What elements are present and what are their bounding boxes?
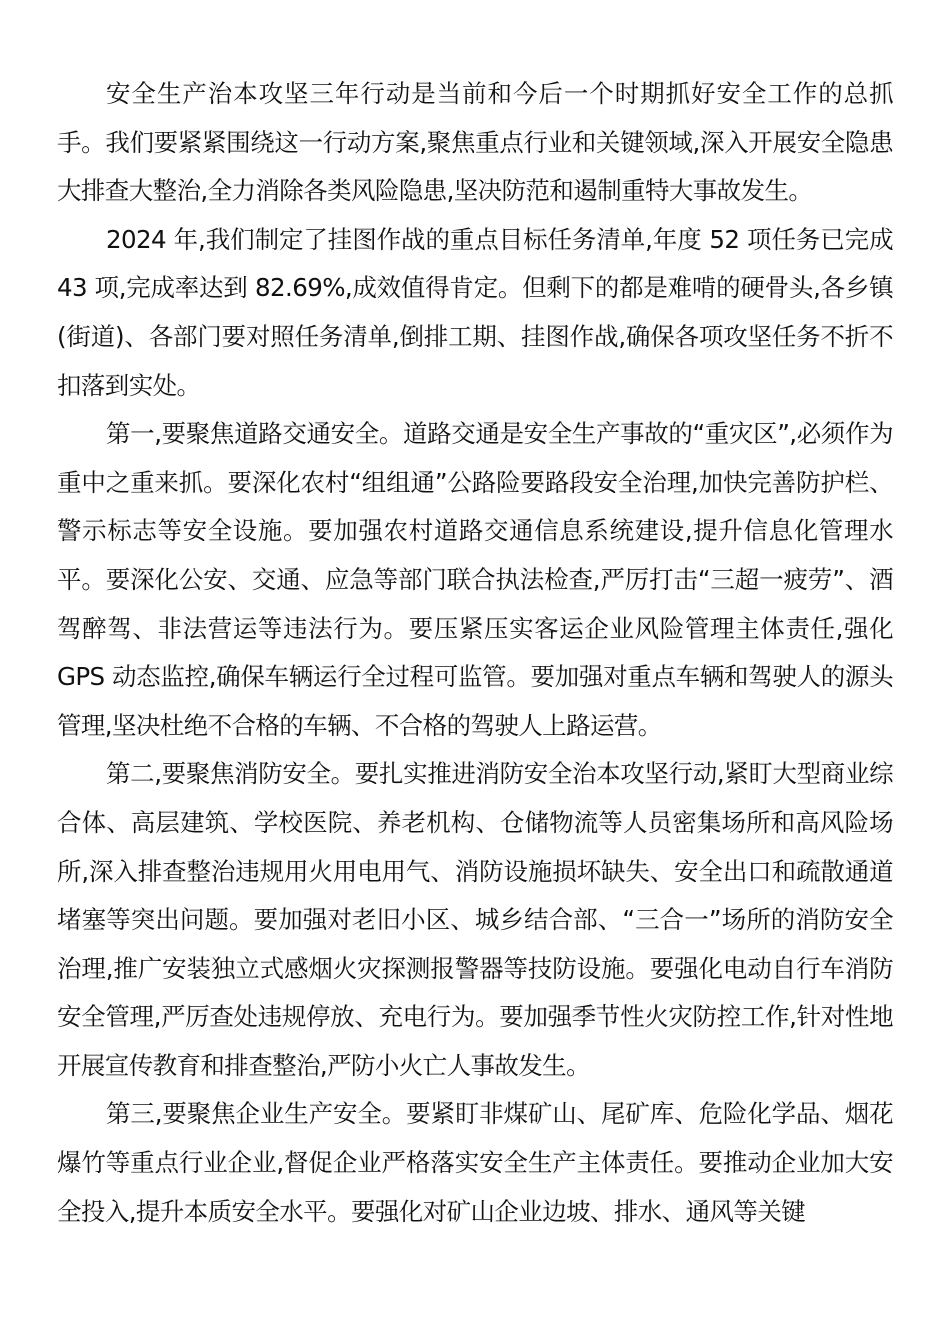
paragraph-road-traffic-safety: 第一,要聚焦道路交通安全。道路交通是安全生产事故的“重灾区”,必须作为重中之重来抓。要深化农村“组组通”公路险要路段安全治理,加快完善防护栏、警示标志等安全设施。要加强农村道路交通信息系统建设,提升信息化管理水平。要深化公安、交通、应急等部门联合执法检查,严厉打击“三超一疲劳”、酒驾醉驾、非法营运等违法行为。要压紧压实客运企业风险管理主体责任,强化 GPS 动态监控,确保车辆运行全过程可监管。要加强对重点车辆和驾驶人的源头管理,坚决杜绝不合格的车辆、不合格的驾驶人上路运营。: [57, 419, 893, 740]
document-body: [57, 70, 893, 1236]
paragraph-2024-progress: 2024 年,我们制定了挂图作战的重点目标任务清单,年度 52 项任务已完成 43 项,完成率达到 82.69%,成效值得肯定。但剩下的都是难啃的硬骨头,各乡镇(街道)、各部门要对照任务清单,倒排工期、挂图作战,确保各项攻坚任务不折不扣落到实处。: [57, 224, 893, 400]
paragraph-intro: 安全生产治本攻坚三年行动是当前和今后一个时期抓好安全工作的总抓手。我们要紧紧围绕这一行动方案,聚焦重点行业和关键领域,深入开展安全隐患大排查大整治,全力消除各类风险隐患,坚决防范和遏制重特大事故发生。: [57, 79, 893, 206]
paragraph-fire-safety: 第二,要聚焦消防安全。要扎实推进消防安全治本攻坚行动,紧盯大型商业综合体、高层建筑、学校医院、养老机构、仓储物流等人员密集场所和高风险场所,深入排查整治违规用火用电用气、消防设施损坏缺失、安全出口和疏散通道堵塞等突出问题。要加强对老旧小区、城乡结合部、“三合一”场所的消防安全治理,推广安装独立式感烟火灾探测报警器等技防设施。要强化电动自行车消防安全管理,严厉查处违规停放、充电行为。要加强季节性火灾防控工作,针对性地开展宣传教育和排查整治,严防小火亡人事故发生。: [57, 759, 893, 1080]
paragraph-enterprise-safety: 第三,要聚焦企业生产安全。要紧盯非煤矿山、尾矿库、危险化学品、烟花爆竹等重点行业企业,督促企业严格落实安全生产主体责任。要推动企业加大安全投入,提升本质安全水平。要强化对矿山企业边坡、排水、通风等关键: [57, 1099, 893, 1226]
